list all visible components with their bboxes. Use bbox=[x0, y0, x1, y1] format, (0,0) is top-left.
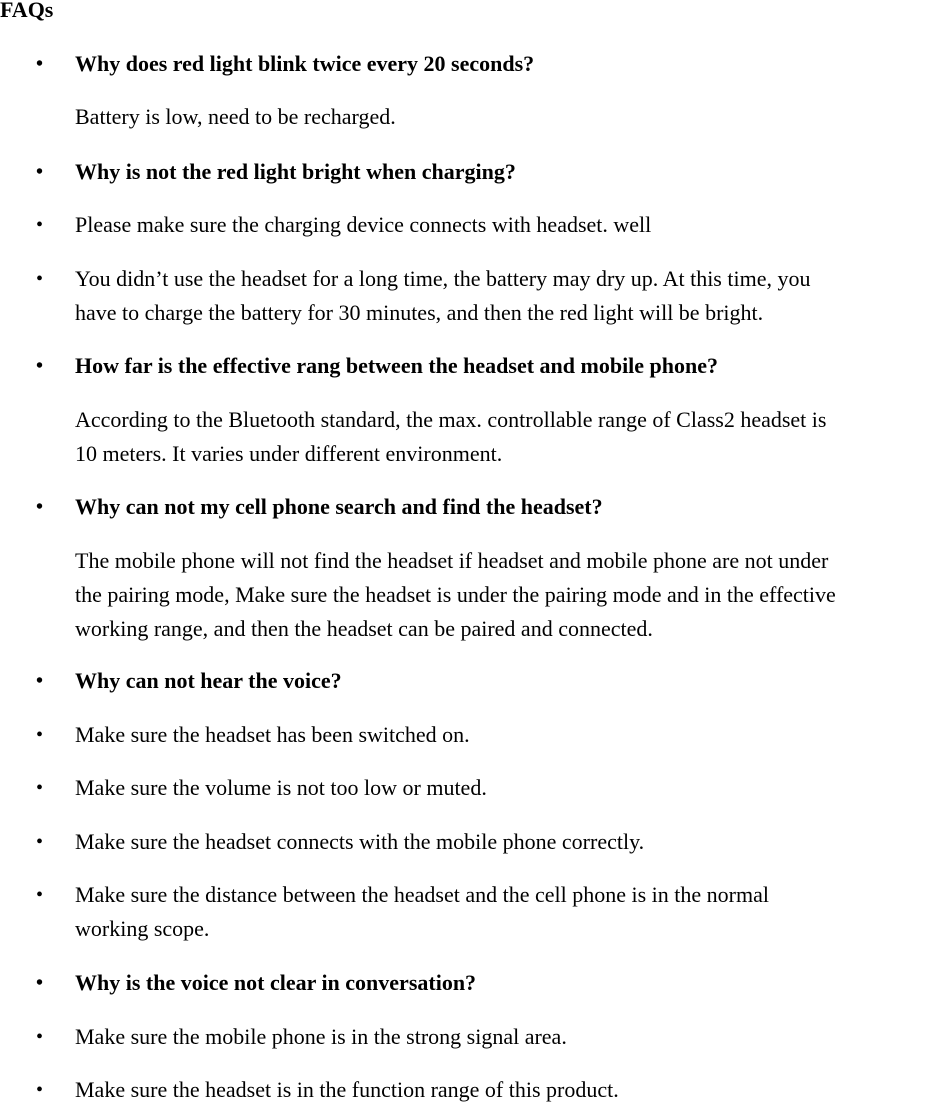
text-line: Why can not hear the voice? bbox=[75, 668, 342, 693]
text-line: Why is not the red light bright when charging? bbox=[75, 159, 516, 184]
bullet-icon: • bbox=[36, 214, 44, 236]
text-line: Make sure the volume is not too low or muted. bbox=[75, 775, 487, 800]
bullet-icon: • bbox=[36, 53, 44, 75]
text-line: Why is the voice not clear in conversation? bbox=[75, 970, 477, 995]
text-line: Why does red light blink twice every 20 seconds? bbox=[75, 51, 535, 76]
text-line: working range, and then the headset can be paired and connected. bbox=[75, 616, 653, 641]
bullet-icon: • bbox=[36, 268, 44, 290]
text-line: 10 meters. It varies under different environment. bbox=[75, 441, 503, 466]
bullet-icon: • bbox=[36, 670, 44, 692]
bullet-icon: • bbox=[36, 1079, 44, 1101]
bullet-icon: • bbox=[36, 161, 44, 183]
text-line: Make sure the distance between the headset and the cell phone is in the normal bbox=[75, 882, 769, 907]
text-line: Make sure the headset has been switched on. bbox=[75, 722, 470, 747]
page-title: FAQs bbox=[0, 0, 54, 22]
text-line: The mobile phone will not find the headset if headset and mobile phone are not under bbox=[75, 548, 829, 573]
bullet-icon: • bbox=[36, 831, 44, 853]
bullet-icon: • bbox=[36, 355, 44, 377]
bullet-icon: • bbox=[36, 724, 44, 746]
bullet-icon: • bbox=[36, 777, 44, 799]
text-line: Why can not my cell phone search and find the headset? bbox=[75, 494, 603, 519]
text-line: Make sure the headset is in the function range of this product. bbox=[75, 1077, 619, 1102]
text-line: How far is the effective rang between the headset and mobile phone? bbox=[75, 353, 719, 378]
bullet-icon: • bbox=[36, 1026, 44, 1048]
text-line: have to charge the battery for 30 minutes, and then the red light will be bright. bbox=[75, 300, 764, 325]
text-line: Please make sure the charging device connects with headset. well bbox=[75, 212, 652, 237]
bullet-icon: • bbox=[36, 884, 44, 906]
text-line: Make sure the mobile phone is in the strong signal area. bbox=[75, 1024, 567, 1049]
text-line: Make sure the headset connects with the mobile phone correctly. bbox=[75, 829, 645, 854]
text-line: Battery is low, need to be recharged. bbox=[75, 104, 396, 129]
text-line: the pairing mode, Make sure the headset is under the pairing mode and in the effective bbox=[75, 582, 836, 607]
text-line: working scope. bbox=[75, 916, 210, 941]
text-line: You didn’t use the headset for a long time, the battery may dry up. At this time, you bbox=[75, 266, 811, 291]
text-line: According to the Bluetooth standard, the max. controllable range of Class2 headset is bbox=[75, 407, 827, 432]
bullet-icon: • bbox=[36, 496, 44, 518]
bullet-icon: • bbox=[36, 972, 44, 994]
